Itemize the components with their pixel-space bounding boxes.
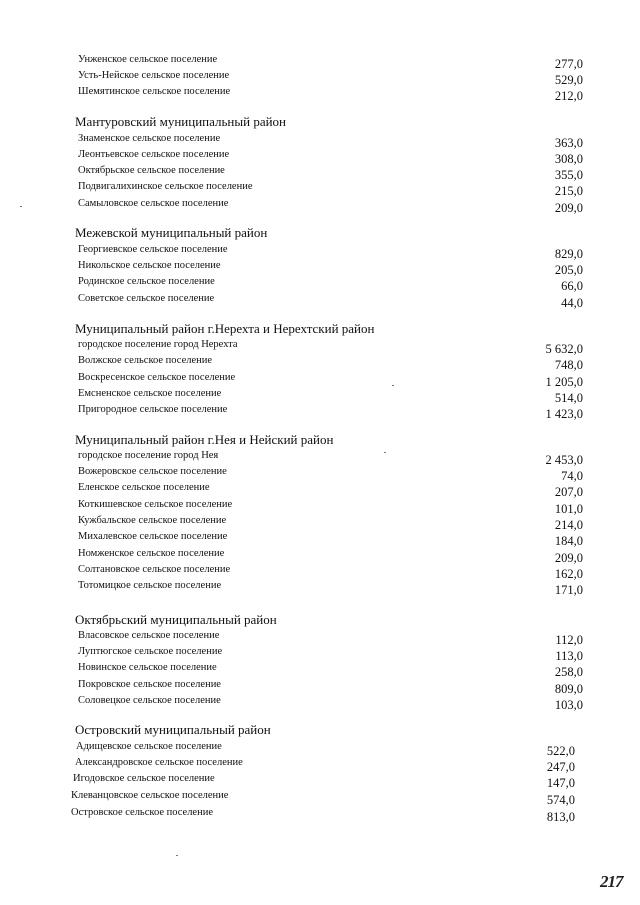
settlement-row <box>78 450 583 466</box>
settlement-value: 809,0 <box>554 682 583 696</box>
settlement-name: Вожеровское сельское поселение <box>78 466 227 477</box>
settlement-row <box>78 293 583 309</box>
settlement-name: Воскресенское сельское поселение <box>78 372 236 383</box>
settlement-value: 209,0 <box>554 551 583 565</box>
settlement-name: Никольское сельское поселение <box>78 260 221 271</box>
settlement-value: 355,0 <box>554 168 583 182</box>
settlement-name: Власовское сельское поселение <box>78 630 220 641</box>
settlement-name: Унженское сельское поселение <box>78 54 218 65</box>
settlement-row <box>78 276 583 292</box>
settlement-row <box>78 679 583 695</box>
settlement-value: 209,0 <box>554 201 583 215</box>
settlement-name: Солтановское сельское поселение <box>78 564 231 575</box>
district-heading: Островский муниципальный район <box>75 722 271 737</box>
settlement-name: Михалевское сельское поселение <box>78 531 228 542</box>
settlement-value: 2 453,0 <box>545 453 583 467</box>
settlement-row <box>78 482 583 498</box>
settlement-value: 184,0 <box>554 534 583 548</box>
settlement-value: 258,0 <box>554 665 583 679</box>
settlement-row <box>78 466 583 482</box>
page-number: 217 <box>600 872 623 891</box>
settlement-name: Волжское сельское поселение <box>78 355 213 366</box>
settlement-name: Родинское сельское поселение <box>78 276 215 287</box>
settlement-value: 44,0 <box>561 296 583 310</box>
settlement-row <box>78 181 583 197</box>
settlement-row <box>71 790 575 806</box>
settlement-name: Усть-Нейское сельское поселение <box>78 70 230 81</box>
settlement-name: Леонтьевское сельское поселение <box>78 149 230 160</box>
settlement-value: 112,0 <box>555 633 583 647</box>
settlement-name: Кужбальское сельское поселение <box>78 515 227 526</box>
settlement-value: 574,0 <box>546 793 575 807</box>
settlement-value: 813,0 <box>546 810 575 824</box>
settlement-name: Емсненское сельское поселение <box>78 388 222 399</box>
settlement-value: 66,0 <box>561 279 583 293</box>
settlement-value: 171,0 <box>554 583 583 597</box>
settlement-row <box>78 564 583 580</box>
settlement-value: 363,0 <box>554 136 583 150</box>
settlement-name: Номженское сельское поселение <box>78 548 225 559</box>
settlement-row <box>78 499 583 515</box>
settlement-name: Покровское сельское поселение <box>78 679 221 690</box>
settlement-value: 1 423,0 <box>545 407 583 421</box>
settlement-row <box>78 133 583 149</box>
district-heading: Межевской муниципальный район <box>75 225 268 240</box>
settlement-row <box>78 662 583 678</box>
scan-speck <box>392 385 394 386</box>
settlement-value: 147,0 <box>546 776 575 790</box>
settlement-value: 308,0 <box>554 152 583 166</box>
settlement-value: 101,0 <box>554 502 583 516</box>
settlement-row <box>78 388 583 404</box>
settlement-value: 529,0 <box>554 73 583 87</box>
settlement-name: Знаменское сельское поселение <box>78 133 221 144</box>
settlement-value: 162,0 <box>554 567 583 581</box>
settlement-value: 113,0 <box>555 649 583 663</box>
settlement-name: Советское сельское поселение <box>78 293 215 304</box>
settlement-row <box>78 531 583 547</box>
settlement-row <box>78 198 583 214</box>
settlement-value: 103,0 <box>554 698 583 712</box>
settlement-row <box>78 646 583 662</box>
settlement-value: 207,0 <box>554 485 583 499</box>
settlement-name: Александровское сельское поселение <box>75 757 243 768</box>
settlement-name: городское поселение город Нерехта <box>78 339 238 350</box>
settlement-value: 748,0 <box>554 358 583 372</box>
settlement-row <box>78 165 583 181</box>
settlement-name: Луптюгское сельское поселение <box>78 646 223 657</box>
settlement-name: Тотомицкое сельское поселение <box>78 580 222 591</box>
settlement-name: Шемятинское сельское поселение <box>78 86 231 97</box>
settlement-value: 212,0 <box>554 89 583 103</box>
settlement-value: 1 205,0 <box>545 375 583 389</box>
settlement-value: 247,0 <box>546 760 575 774</box>
settlement-name: Октябрьское сельское поселение <box>78 165 225 176</box>
settlement-row <box>78 355 583 371</box>
settlement-row <box>78 580 583 596</box>
district-heading: Октябрьский муниципальный район <box>75 612 277 627</box>
settlement-value: 277,0 <box>554 57 583 71</box>
settlement-row <box>78 404 583 420</box>
settlement-name: Адищевское сельское поселение <box>76 741 222 752</box>
settlement-name: городское поселение город Нея <box>78 450 219 461</box>
settlement-row <box>78 339 583 355</box>
settlement-name: Коткишевское сельское поселение <box>78 499 233 510</box>
settlement-row <box>78 260 583 276</box>
settlement-name: Пригородное сельское поселение <box>78 404 228 415</box>
scan-speck <box>384 452 386 453</box>
settlement-value: 514,0 <box>554 391 583 405</box>
settlement-name: Еленское сельское поселение <box>78 482 210 493</box>
settlement-row <box>78 86 583 102</box>
settlement-row <box>78 515 583 531</box>
settlement-value: 214,0 <box>554 518 583 532</box>
settlement-name: Новинское сельское поселение <box>78 662 217 673</box>
settlement-name: Клеванцовское сельское поселение <box>71 790 229 801</box>
settlement-name: Островское сельское поселение <box>71 807 213 818</box>
settlement-name: Георгиевское сельское поселение <box>78 244 228 255</box>
settlement-row <box>71 807 575 823</box>
settlement-row <box>78 149 583 165</box>
settlement-name: Подвигалихинское сельское поселение <box>78 181 253 192</box>
scan-speck <box>20 206 22 207</box>
settlement-name: Соловецкое сельское поселение <box>78 695 221 706</box>
settlement-value: 5 632,0 <box>545 342 583 356</box>
district-heading: Муниципальный район г.Нея и Нейский район <box>75 432 334 447</box>
settlement-row <box>78 70 583 86</box>
settlement-name: Игодовское сельское поселение <box>73 773 215 784</box>
settlement-row <box>75 757 575 773</box>
scan-speck <box>176 855 178 856</box>
settlement-row <box>78 244 583 260</box>
settlement-value: 522,0 <box>546 744 575 758</box>
settlement-row <box>78 630 583 646</box>
settlement-name: Самыловское сельское поселение <box>78 198 229 209</box>
district-heading: Мантуровский муниципальный район <box>75 114 287 129</box>
settlement-value: 205,0 <box>554 263 583 277</box>
settlement-value: 829,0 <box>554 247 583 261</box>
settlement-row <box>78 548 583 564</box>
settlement-value: 215,0 <box>554 184 583 198</box>
settlement-row <box>78 54 583 70</box>
settlement-row <box>73 773 575 789</box>
settlement-row <box>78 695 583 711</box>
district-heading: Муниципальный район г.Нерехта и Нерехтский район <box>75 321 375 336</box>
settlement-value: 74,0 <box>561 469 583 483</box>
settlement-row <box>76 741 575 757</box>
settlement-row <box>78 372 583 388</box>
